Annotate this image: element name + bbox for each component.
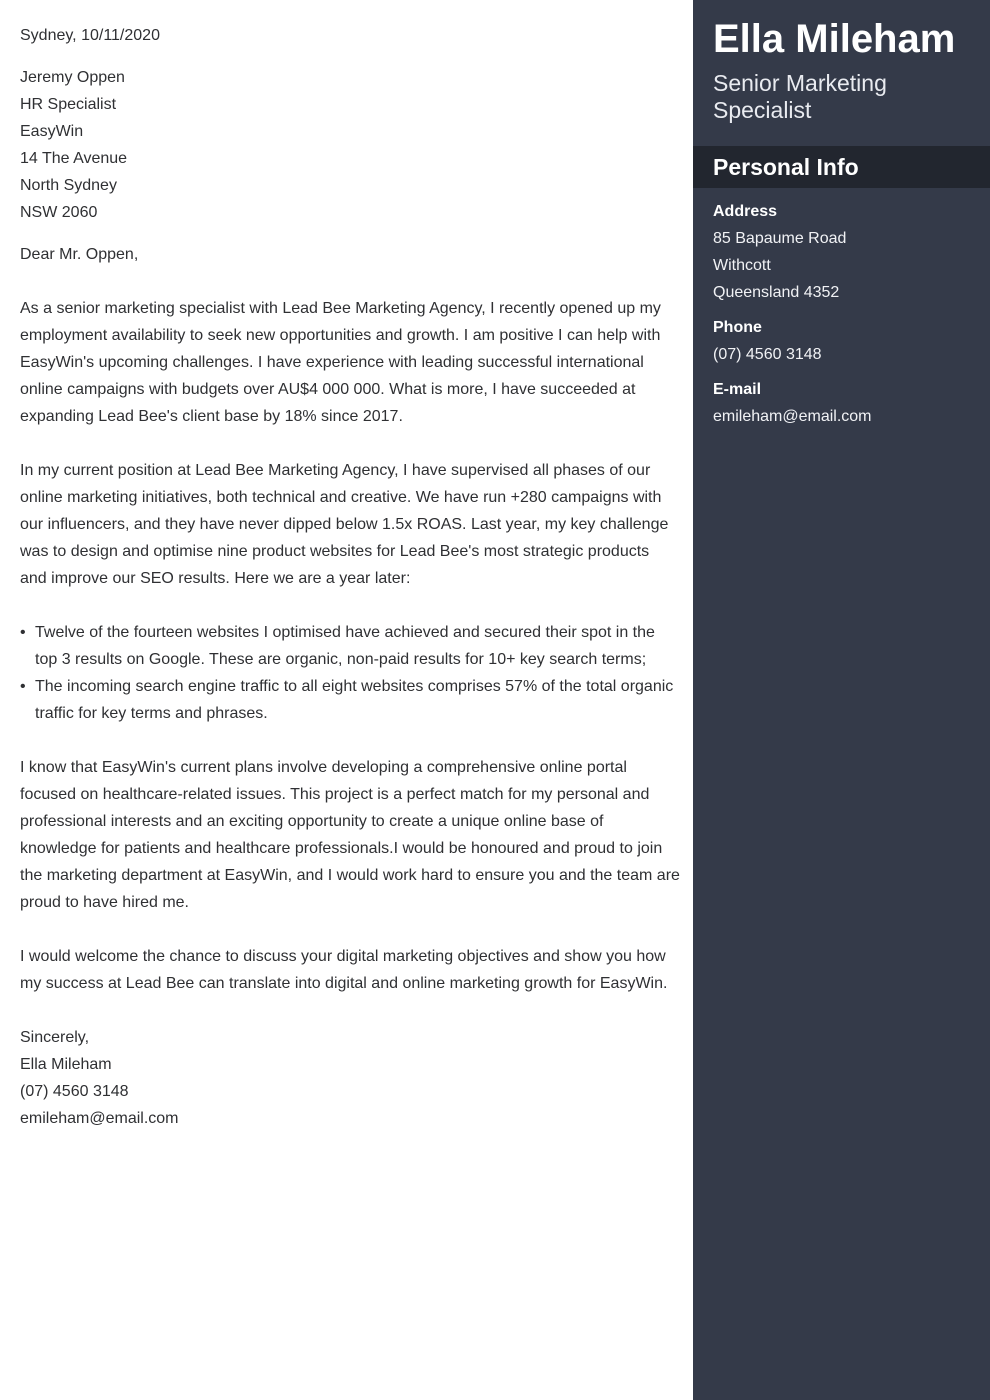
recipient-state-postcode: NSW 2060 xyxy=(20,204,98,221)
signature-phone: (07) 4560 3148 xyxy=(20,1083,129,1100)
sign-off: Sincerely, xyxy=(20,1029,90,1046)
recipient-block xyxy=(20,64,680,226)
applicant-title: Senior Marketing Specialist xyxy=(713,70,887,123)
address-line: 85 Bapaume Road xyxy=(713,230,847,247)
paragraph-closing: I would welcome the chance to discuss your digital marketing objectives and show you how my success at Lead Bee can translate into digital and online marketing growth for EasyWin. xyxy=(20,948,668,992)
email-group xyxy=(713,376,978,430)
paragraph-motivation: I know that EasyWin's current plans involve developing a comprehensive online portal focused on healthcare-related issues. This project is a perfect match for my personal and professional interests and an exciting opportunity to create a unique online base of knowledge for patients and healthcare professionals.I would be honoured and proud to join the marketing department at EasyWin, and I would work hard to ensure you and the team are proud to have hired me. xyxy=(20,759,680,911)
applicant-name: Ella Mileham xyxy=(713,17,956,61)
cover-letter-body xyxy=(20,22,680,1132)
email-label: E-mail xyxy=(713,381,762,398)
achievements-list xyxy=(20,619,680,727)
address-label: Address xyxy=(713,203,778,220)
email-value: emileham@email.com xyxy=(713,408,872,425)
address-group xyxy=(713,198,978,306)
letter-date: Sydney, 10/11/2020 xyxy=(20,27,160,44)
recipient-street: 14 The Avenue xyxy=(20,150,128,167)
list-item: • The incoming search engine traffic to all eight websites comprises 57% of the total organic traffic for key terms and phrases. xyxy=(35,673,680,727)
paragraph-experience: In my current position at Lead Bee Marketing Agency, I have supervised all phases of our online marketing initiatives, both technical and creative. We have run +280 campaigns with our influencers, and they have never dipped below 1.5x ROAS. Last year, my key challenge was to design and optimise nine product websites for Lead Bee's most strategic products and improve our SEO results. Here we are a year later: xyxy=(20,462,669,587)
phone-group xyxy=(713,314,978,368)
salutation: Dear Mr. Oppen, xyxy=(20,246,139,263)
recipient-company: EasyWin xyxy=(20,123,84,140)
paragraph-intro: As a senior marketing specialist with Lead Bee Marketing Agency, I recently opened up my employment availability to seek new opportunities and growth. I am positive I can help with EasyWin's upcoming challenges. I have experience with leading successful international online campaigns with budgets over AU$4 000 000. What is more, I have succeeded at expanding Lead Bee's client base by 18% since 2017. xyxy=(20,300,661,425)
section-header-personal-info xyxy=(693,146,990,188)
address-line: Withcott xyxy=(713,257,771,274)
list-item: • Twelve of the fourteen websites I optimised have achieved and secured their spot in the top 3 results on Google. These are organic, non-paid results for 10+ key search terms; xyxy=(35,619,680,673)
signature-name: Ella Mileham xyxy=(20,1056,112,1073)
signature-email: emileham@email.com xyxy=(20,1110,179,1127)
recipient-position: HR Specialist xyxy=(20,96,117,113)
signature-block xyxy=(20,1024,680,1132)
phone-label: Phone xyxy=(713,319,762,336)
recipient-suburb: North Sydney xyxy=(20,177,117,194)
address-line: Queensland 4352 xyxy=(713,284,840,301)
personal-info xyxy=(713,198,978,438)
phone-value: (07) 4560 3148 xyxy=(713,346,822,363)
section-title: Personal Info xyxy=(713,154,859,180)
recipient-name: Jeremy Oppen xyxy=(20,69,125,86)
sidebar xyxy=(693,0,990,1400)
